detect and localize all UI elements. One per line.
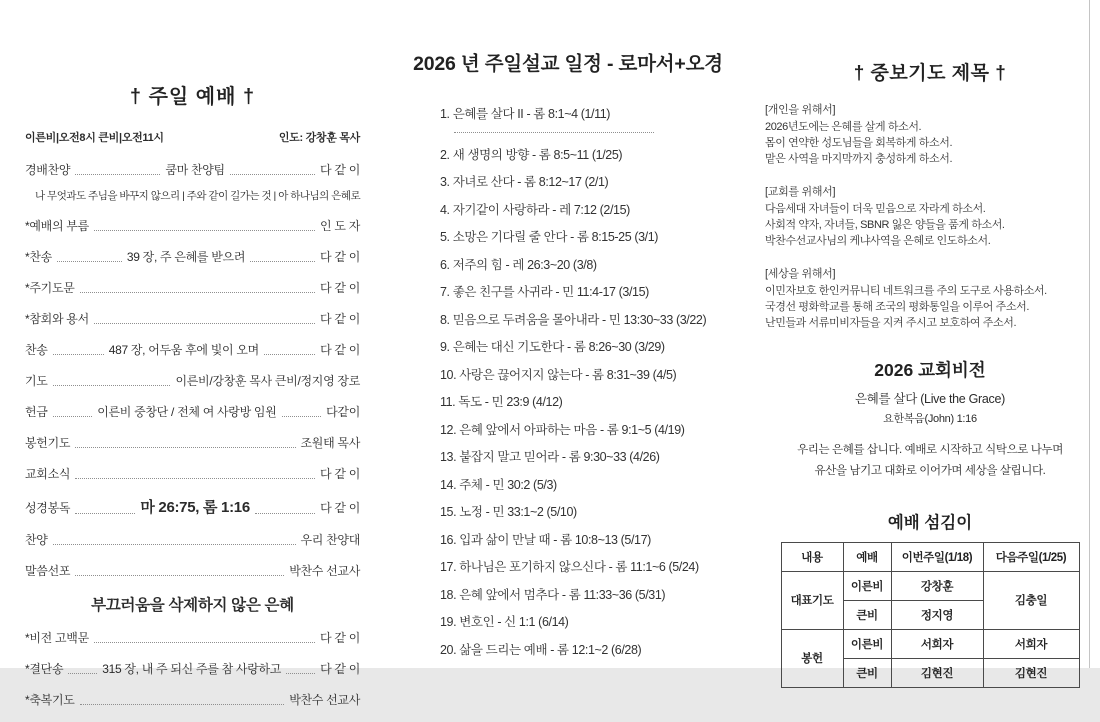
vision-statement-line: 우리는 은혜를 삽니다. 예배로 시작하고 식탁으로 나누며 [797,444,1063,457]
worship-item-detail: 487 장, 어두움 후에 빛이 오며 [108,343,259,357]
worship-item-label: *찬송 [25,250,52,264]
leader-dots [75,575,284,576]
leader-dots [75,174,160,175]
worship-item-row [25,403,360,420]
worship-item-label: 경배찬양 [25,163,71,177]
sermon-item: 5. 소망은 기다릴 줄 안다 - 롬 8:15-25 (3/1) [440,230,659,244]
table-cell-service: 이른비 [843,629,891,658]
prayer-line: 이민자보호 한인커뮤니티 네트워크를 주의 도구로 사용하소서. [765,284,1047,297]
worship-item-row [25,562,360,579]
vision-verse: 요한복음(John) 1:16 [883,413,977,426]
worship-item-row [25,465,360,482]
sermon-item: 14. 주체 - 민 30:2 (5/3) [440,477,557,492]
servers-title: 예배 섬김이 [887,513,973,532]
table-cell-service: 큰비 [843,658,891,687]
worship-item-row [25,310,360,327]
worship-item-respondent: 다같이 [326,405,360,419]
worship-item-row [25,660,360,677]
sermon-item: 15. 노정 - 민 33:1~2 (5/10) [440,505,577,519]
worship-item-respondent: 조원태 목사 [300,436,360,450]
worship-item-respondent: 다 같 이 [320,467,360,481]
sermon-item: 11. 독도 - 민 23:9 (4/12) [440,395,563,409]
table-cell-name: 정지영 [891,600,983,629]
service-times: 이른비|오전8시 큰비|오전11시 [25,132,164,144]
worship-item-label: *참회와 용서 [25,312,89,326]
worship-item-respondent: 다 같 이 [320,631,360,645]
worship-item-respondent: 박찬수 선교사 [289,693,360,707]
worship-item-row [25,496,360,517]
sermon-item: 10. 사랑은 끊어지지 않는다 - 롬 8:31~39 (4/5) [440,367,677,382]
sermon-schedule-title: 2026 년 주일설교 일정 - 로마서+오경 [413,53,723,75]
sermon-item: 8. 믿음으로 두려움을 몰아내라 - 민 13:30~33 (3/22) [440,312,707,327]
table-cell-name: 강창훈 [891,571,983,600]
worship-item-respondent: 다 같 이 [320,163,360,177]
vision-subtitle: 은혜를 살다 (Live the Grace) [854,392,1006,407]
leader-dots [94,230,315,231]
leader-dots [282,416,322,417]
worship-item-row [25,279,360,296]
prayer-section [765,265,1095,332]
service-leader: 인도: 강창훈 목사 [278,132,360,144]
leader-dots [53,385,171,386]
leader-dots [53,544,296,545]
prayer-section [765,183,1095,250]
worship-item-label: 성경봉독 [25,501,71,515]
worship-item-label: 말씀선포 [25,564,71,578]
leader-dots [57,261,122,262]
worship-item-detail: 쿰마 찬양팀 [165,163,225,177]
worship-item-respondent: 이른비/강창훈 목사 큰비/정지영 장로 [175,374,360,388]
worship-item-respondent: 다 같 이 [320,312,360,326]
worship-song-note: 나 무엇과도 주님을 바꾸지 않으리 | 주와 같이 길가는 것 | 아 하나님의 은혜로 [35,190,361,202]
worship-item-label: *비전 고백문 [25,631,89,645]
prayer-section [765,101,1095,168]
sermon-item: 12. 은혜 앞에서 아파하는 마음 - 롬 9:1~5 (4/19) [440,422,685,437]
worship-item-label: 기도 [25,374,48,388]
worship-item-respondent: 다 같 이 [320,662,361,676]
sermon-item: 19. 변호인 - 신 1:1 (6/14) [440,615,569,629]
sermon-item: 13. 붙잡지 말고 믿어라 - 롬 9:30~33 (4/26) [440,450,660,464]
table-cell-service: 큰비 [843,600,891,629]
worship-item-label: *축복기도 [25,693,75,707]
sermon-subtitle: 부끄러움을 삭제하지 않은 은혜 [91,597,294,614]
worship-item-row [25,248,360,265]
sermon-item: 9. 은혜는 대신 기도한다 - 롬 8:26~30 (3/29) [440,340,665,354]
worship-item-row [25,434,360,451]
sermon-list [440,104,738,658]
table-cell-name: 서희자 [983,629,1079,658]
worship-item-label: 찬양 [25,533,48,547]
prayer-line: 국경선 평화학교를 통해 조국의 평화통일을 이루어 주소서. [765,300,1030,313]
leader-dots [255,513,315,514]
table-cell-category: 봉헌 [781,629,843,687]
worship-item-label: *예배의 부름 [25,219,89,233]
worship-item-label: 교회소식 [25,467,71,481]
prayer-line: 2026년도에는 은혜를 살게 하소서. [765,121,922,133]
leader-dots [286,673,315,674]
worship-item-row [25,531,360,548]
leader-dots [80,704,285,705]
leader-dots [264,354,315,355]
table-header-cell: 예배 [843,542,891,571]
table-cell-service: 이른비 [843,571,891,600]
leader-dots [94,642,315,643]
prayer-line: 박찬수선교사님의 케냐사역을 은혜로 인도하소서. [765,234,991,247]
worship-item-respondent: 다 같 이 [320,250,360,264]
order-of-worship-column [25,80,360,722]
table-header-cell: 다음주일(1/25) [983,542,1079,571]
right-column [765,58,1095,688]
worship-item-respondent: 우리 찬양대 [300,533,360,547]
church-vision [765,357,1095,480]
prayer-sections [765,101,1095,331]
servers-table [781,542,1080,688]
prayer-line: 몸이 연약한 성도님들을 회복하게 하소서. [765,136,953,149]
worship-item-respondent: 박찬수 선교사 [289,564,360,578]
worship-item-label: 봉헌기도 [25,436,71,450]
table-cell-name: 김현진 [983,658,1079,687]
prayer-line: 다음세대 자녀들이 더욱 믿음으로 자라게 하소서. [765,202,986,215]
vision-statement-line: 유산을 남기고 대화로 이어가며 세상을 살립니다. [814,464,1046,477]
leader-dots [53,416,93,417]
table-cell-name: 서희자 [891,629,983,658]
prayer-section-header: [세상을 위해서] [765,267,836,280]
prayer-line: 난민들과 서류미비자들을 지켜 주시고 보호하여 주소서. [765,316,1017,329]
worship-item-label: 헌금 [25,405,48,419]
sermon-item: 1. 은혜를 살다 II - 롬 8:1~4 (1/11) [440,107,611,121]
leader-dots [75,478,315,479]
worship-item-row [25,691,360,708]
sermon-schedule-column [398,48,738,667]
leader-dots [250,261,315,262]
leader-dots [53,354,104,355]
worship-item-respondent: 인 도 자 [320,219,360,233]
prayer-line: 맡은 사역을 마지막까지 충성하게 하소서. [765,152,953,165]
sermon-divider [454,132,654,133]
worship-item-respondent: 다 같 이 [320,343,361,357]
leader-dots [75,447,295,448]
worship-item-detail: 315 장, 내 주 되신 주를 참 사랑하고 [102,662,282,676]
worship-item-label: 찬송 [25,343,48,357]
worship-item-detail: 39 장, 주 은혜를 받으려 [126,250,246,264]
worship-item-row [25,372,360,389]
table-cell-category: 대표기도 [781,571,843,629]
worship-item-detail: 마 26:75, 롬 1:16 [140,499,250,516]
table-cell-name: 김충일 [983,571,1079,629]
worship-item-label: *결단송 [25,662,64,676]
worship-item-row [25,341,360,358]
worship-item-detail: 이른비 중창단 / 전체 여 사랑방 임원 [97,405,277,419]
worship-item-row [25,629,360,646]
worship-item-label: *주기도문 [25,281,75,295]
worship-item-respondent: 다 같 이 [320,501,361,515]
sermon-item: 20. 삶을 드리는 예배 - 롬 12:1~2 (6/28) [440,642,642,657]
sermon-item: 4. 자기같이 사랑하라 - 레 7:12 (2/15) [440,202,630,217]
leader-dots [68,673,97,674]
sermon-item: 7. 좋은 친구를 사귀라 - 민 11:4-17 (3/15) [440,285,649,299]
table-cell-name: 김현진 [891,658,983,687]
worship-items [25,161,360,708]
prayer-line: 사회적 약자, 자녀들, SBNR 잃은 양들을 품게 하소서. [765,218,1005,231]
worship-title: † 주일 예배 † [129,86,256,108]
sermon-item: 6. 저주의 힘 - 레 26:3~20 (3/8) [440,257,597,272]
sermon-item: 18. 은혜 앞에서 멈추다 - 롬 11:33~36 (5/31) [440,587,666,602]
prayer-topics-title: † 중보기도 제목 † [853,63,1007,84]
worship-item-row [25,161,360,178]
table-header-row [781,542,1079,571]
worship-item-respondent: 다 같 이 [320,281,360,295]
leader-dots [75,513,135,514]
leader-dots [94,323,315,324]
sermon-item: 3. 자녀로 산다 - 롬 8:12~17 (2/1) [440,175,609,189]
leader-dots [80,292,316,293]
leader-dots [230,174,315,175]
table-row [781,571,1079,600]
sermon-item: 2. 새 생명의 방향 - 롬 8:5~11 (1/25) [440,147,623,162]
prayer-section-header: [교회를 위해서] [765,185,836,198]
worship-item-row [25,217,360,234]
sermon-item: 16. 입과 삶이 만날 때 - 롬 10:8~13 (5/17) [440,532,651,547]
vision-title: 2026 교회비전 [874,360,986,381]
worship-servers [765,509,1095,688]
table-header-cell: 이번주일(1/18) [891,542,983,571]
worship-header-row [25,129,360,145]
table-row [781,629,1079,658]
sermon-item: 17. 하나님은 포기하지 않으신다 - 롬 11:1~6 (5/24) [440,560,699,574]
prayer-section-header: [개인을 위해서] [765,104,836,116]
table-header-cell: 내용 [781,542,843,571]
